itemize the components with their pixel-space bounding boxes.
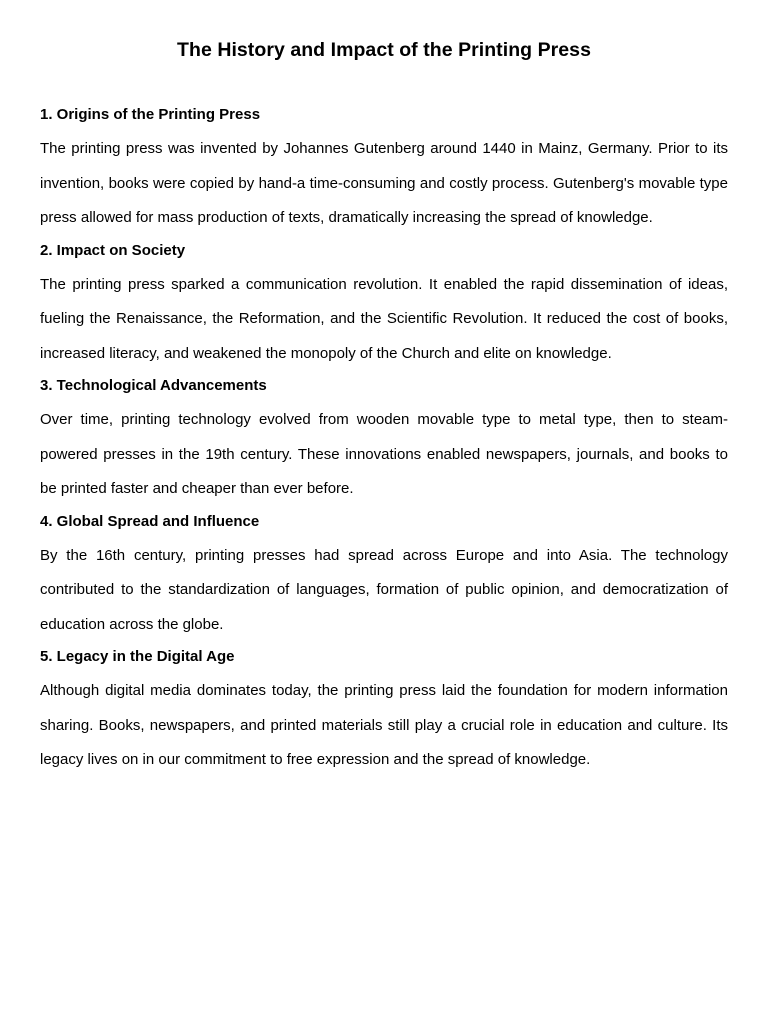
section-impact-on-society xyxy=(40,240,728,372)
section-origins xyxy=(40,104,728,236)
section-technological-advancements xyxy=(40,375,728,507)
section-paragraph: The printing press was invented by Johannes Gutenberg around 1440 in Mainz, Germany. Prior to its invention, books were copied by hand-a time-consuming and costly process. Gutenberg's movable type press allowed for mass production of texts, dramatically increasing the spread of knowledge. xyxy=(40,140,728,226)
section-paragraph: Although digital media dominates today, the printing press laid the foundation for modern information sharing. Books, newspapers, and printed materials still play a crucial role in education and culture. Its legacy lives on in our commitment to free expression and the spread of knowledge. xyxy=(40,682,728,768)
document-title: The History and Impact of the Printing Press xyxy=(177,39,591,61)
section-heading: 5. Legacy in the Digital Age xyxy=(40,648,235,665)
section-paragraph: Over time, printing technology evolved from wooden movable type to metal type, then to steam-powered presses in the 19th century. These innovations enabled newspapers, journals, and books to be printed faster and cheaper than ever before. xyxy=(40,411,728,497)
section-legacy-digital-age xyxy=(40,646,728,778)
section-heading: 4. Global Spread and Influence xyxy=(40,512,260,530)
section-paragraph: The printing press sparked a communication revolution. It enabled the rapid dissemination of ideas, fueling the Renaissance, the Reformation, and the Scientific Revolution. It reduced the cost of books, increased literacy, and weakened the monopoly of the Church and elite on knowledge. xyxy=(40,275,728,362)
section-paragraph: By the 16th century, printing presses had spread across Europe and into Asia. The technology contributed to the standardization of languages, formation of public opinion, and democratization of education across the globe. xyxy=(40,546,728,633)
document-sections xyxy=(40,104,728,778)
section-global-spread xyxy=(40,511,728,643)
section-heading: 1. Origins of the Printing Press xyxy=(40,106,261,123)
section-heading: 3. Technological Advancements xyxy=(40,377,267,394)
section-heading: 2. Impact on Society xyxy=(40,241,186,259)
